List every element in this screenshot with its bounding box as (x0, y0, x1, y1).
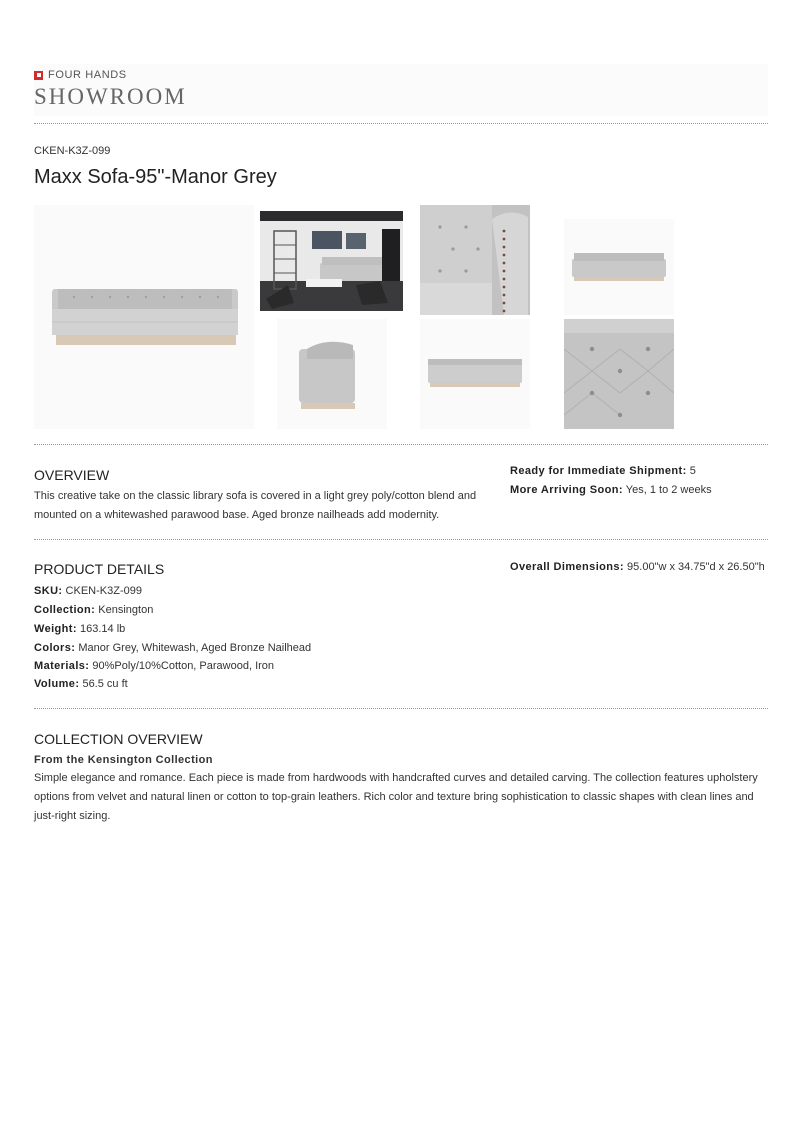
colors-label: Colors: (34, 642, 76, 654)
image-gallery (34, 205, 768, 429)
divider (34, 444, 768, 445)
materials-label: Materials: (34, 660, 90, 672)
ready-shipment-value: 5 (686, 465, 696, 477)
showroom-wordmark: SHOWROOM (34, 84, 187, 109)
product-details-heading: PRODUCT DETAILS (34, 561, 165, 577)
detail-weight (34, 623, 125, 635)
dimensions-value: 95.00"w x 34.75"d x 26.50"h (623, 561, 765, 573)
collection-value: Kensington (95, 604, 154, 616)
product-code: CKEN-K3Z-099 (34, 145, 111, 157)
collection-overview-heading: COLLECTION OVERVIEW (34, 731, 203, 747)
detail-collection (34, 604, 153, 616)
detail-volume (34, 678, 128, 690)
ready-shipment (510, 465, 696, 477)
sku-value: CKEN-K3Z-099 (62, 585, 142, 597)
volume-value: 56.5 cu ft (79, 678, 128, 690)
room-scene-image[interactable] (260, 211, 403, 311)
more-arriving-value: Yes, 1 to 2 weeks (622, 484, 712, 496)
arm-detail-image[interactable] (420, 205, 530, 315)
brand-row (34, 69, 127, 81)
dimensions-label: Overall Dimensions: (510, 561, 624, 573)
divider (34, 123, 768, 124)
more-arriving-label: More Arriving Soon: (510, 484, 623, 496)
ready-shipment-label: Ready for Immediate Shipment: (510, 465, 687, 477)
detail-colors (34, 642, 311, 654)
volume-label: Volume: (34, 678, 80, 690)
divider (34, 539, 768, 540)
collection-text: Simple elegance and romance. Each piece is made from hardwoods with handcrafted curves and detailed carving. The collection features upholstery options from velvet and natural linen or cotton to top-grain leathers. Rich color and texture bring sophistication to classic shapes with clean lines and just-right sizing. (34, 772, 758, 822)
collection-label: Collection: (34, 604, 96, 616)
detail-dimensions (510, 561, 765, 573)
overview-heading: OVERVIEW (34, 467, 110, 483)
colors-value: Manor Grey, Whitewash, Aged Bronze Nailhead (75, 642, 312, 654)
tufting-closeup-image[interactable] (564, 319, 674, 429)
front-view-image[interactable] (420, 319, 530, 429)
materials-value: 90%Poly/10%Cotton, Parawood, Iron (89, 660, 275, 672)
detail-materials (34, 660, 274, 672)
product-title: Maxx Sofa-95"-Manor Grey (34, 166, 277, 188)
weight-value: 163.14 lb (76, 623, 126, 635)
sku-label: SKU: (34, 585, 63, 597)
back-view-image[interactable] (564, 219, 674, 315)
divider (34, 708, 768, 709)
brand-logo-icon (34, 71, 43, 80)
collection-subheading: From the Kensington Collection (34, 754, 213, 766)
side-view-image[interactable] (277, 319, 387, 429)
overview-text: This creative take on the classic library sofa is covered in a light grey poly/cotton blend and mounted on a whitewashed parawood base. Aged bronze nailheads add modernity. (34, 490, 477, 521)
weight-label: Weight: (34, 623, 77, 635)
more-arriving (510, 484, 712, 496)
brand-name: FOUR HANDS (48, 69, 127, 81)
header (34, 64, 768, 116)
detail-sku (34, 585, 142, 597)
main-sofa-image[interactable] (34, 205, 254, 429)
